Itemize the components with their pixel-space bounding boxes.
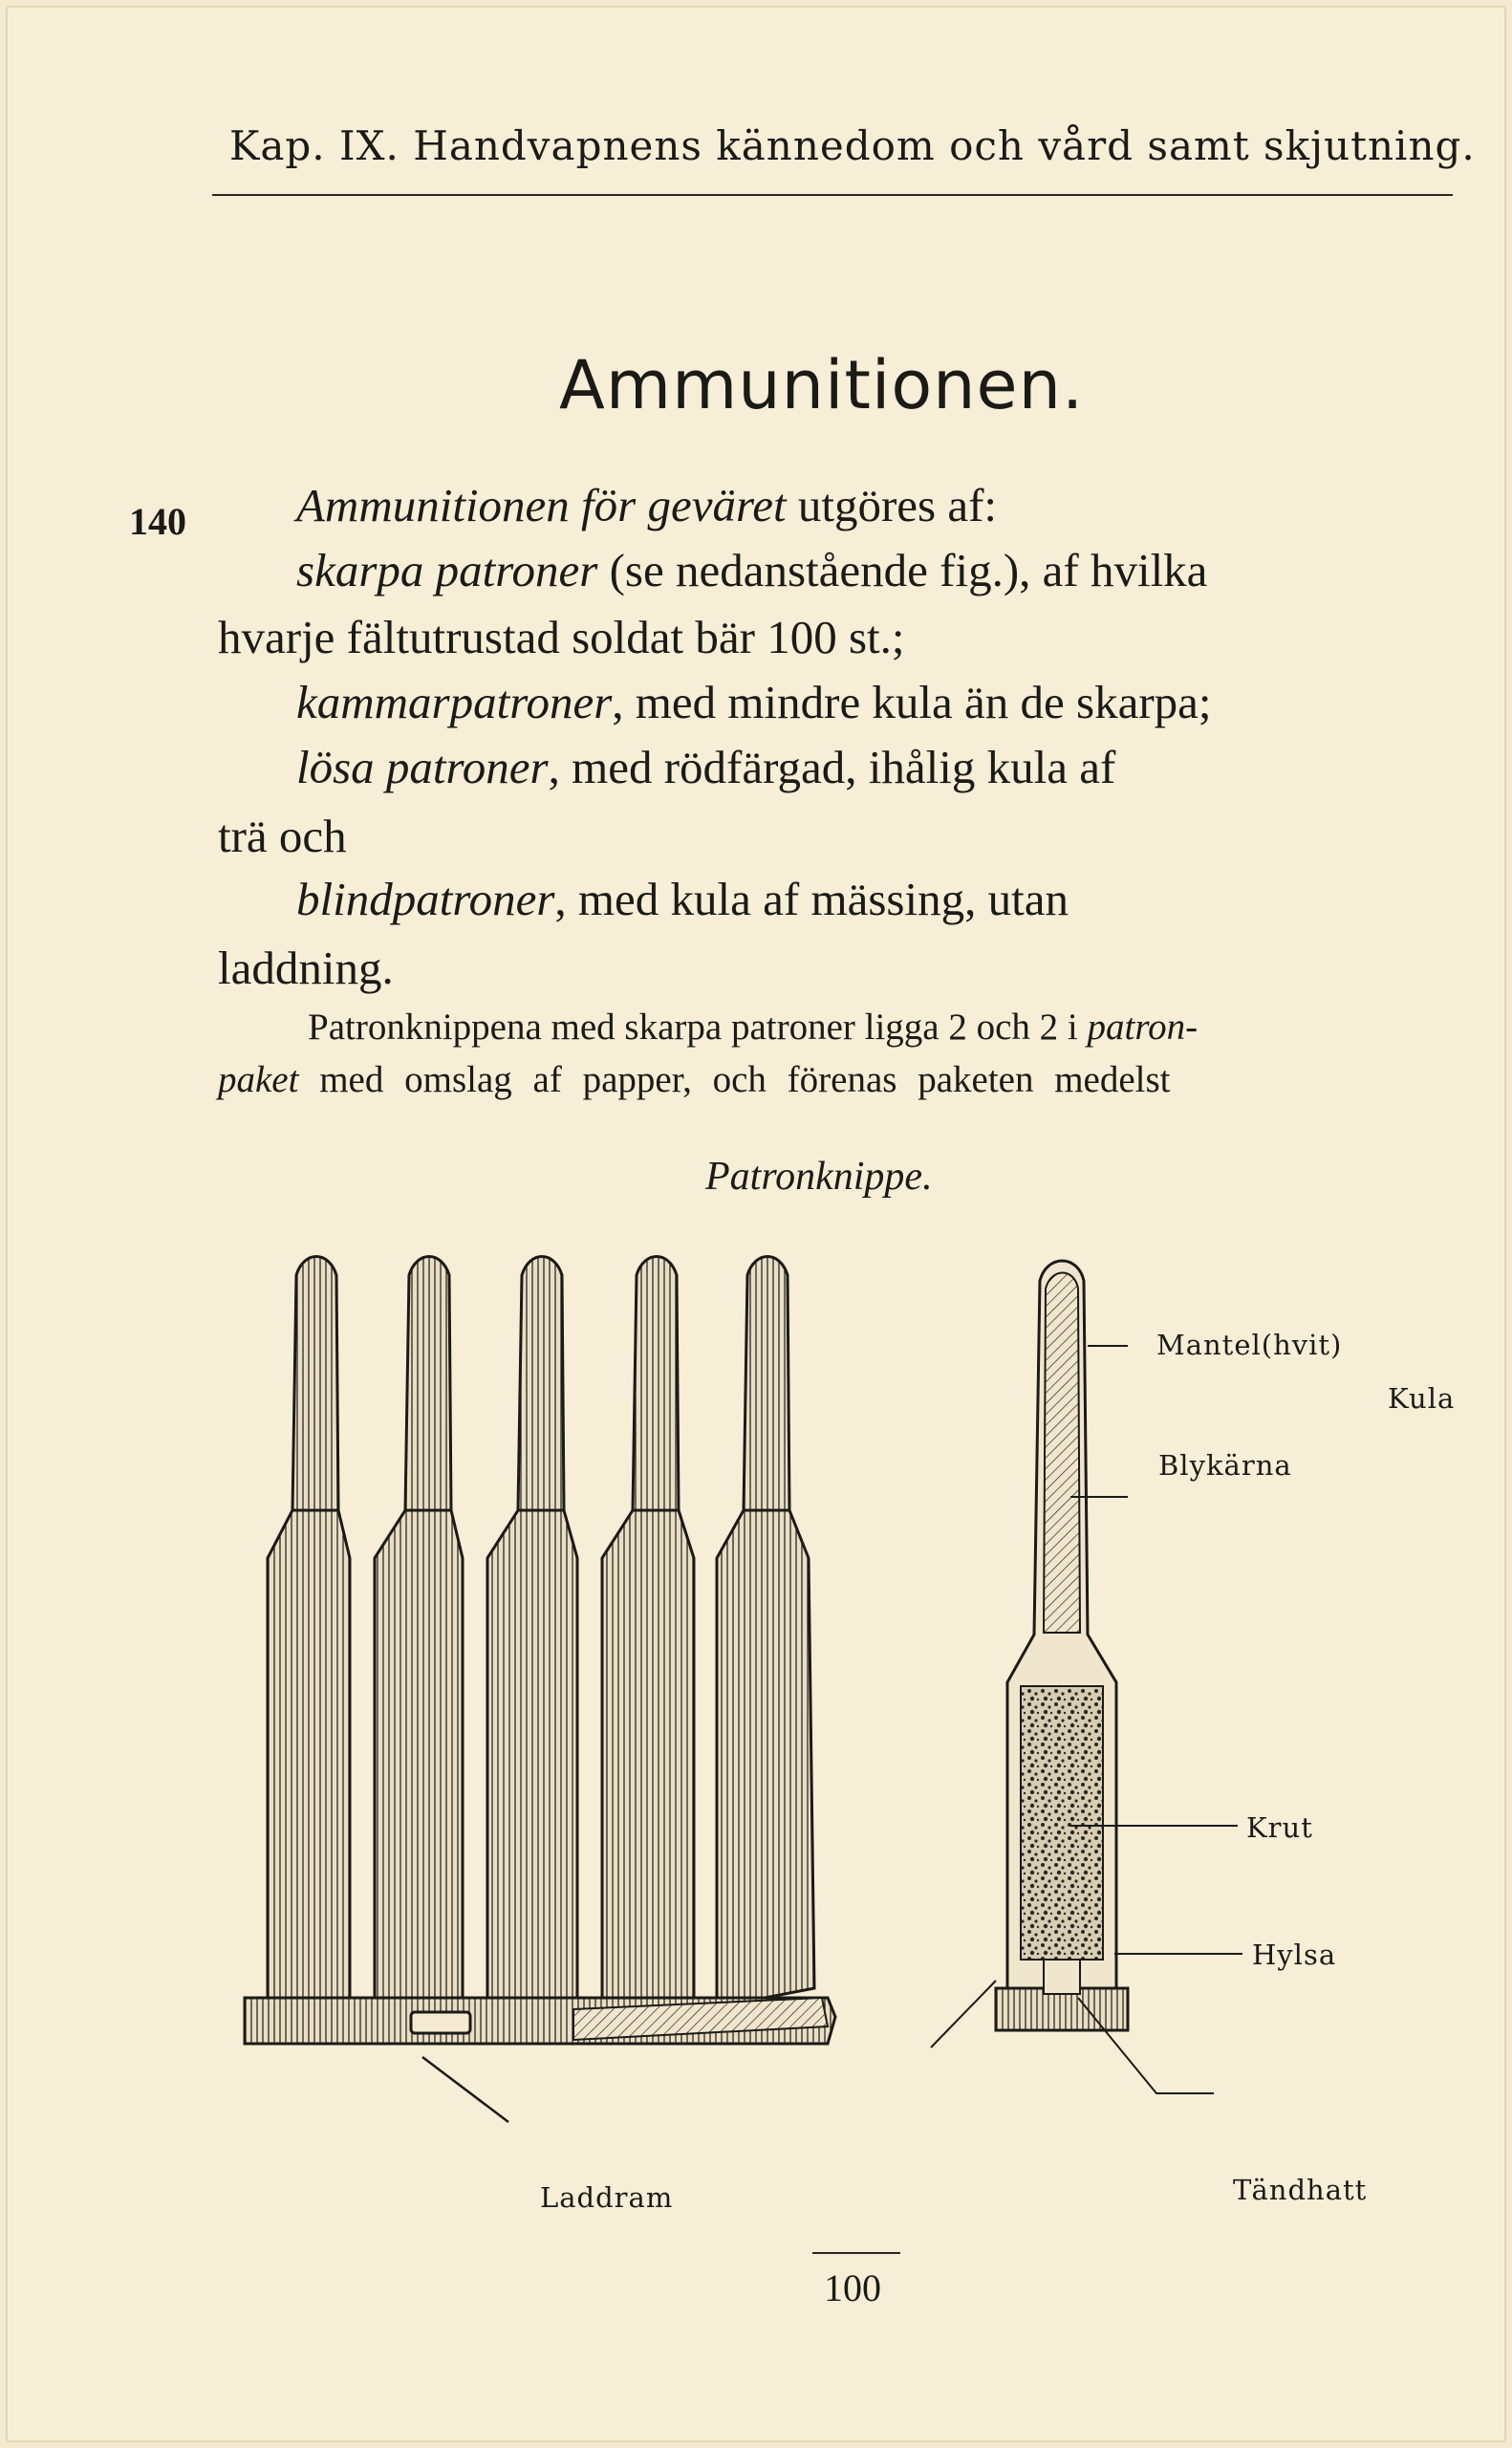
body-text: , med kula af mässing, utan: [554, 873, 1069, 925]
body-line-3: hvarje fältutrustad soldat bär 100 st.;: [218, 611, 905, 663]
term-ammunition: Ammunitionen för geväret: [296, 479, 787, 531]
cartridge-section: [996, 1261, 1128, 2030]
body-text: (se nedanstående fig.), af hvilka: [609, 544, 1208, 596]
body-line-7: [296, 872, 1069, 926]
small-line-2: [218, 1058, 1171, 1101]
term-blindpatroner: blindpatroner: [296, 873, 555, 925]
running-head: Kap. IX. Handvapnens kännedom och vård samt skjutning.: [229, 122, 1476, 169]
term-paket: paket: [218, 1059, 299, 1100]
body-text: , med rödfärgad, ihålig kula af: [548, 741, 1116, 793]
laddram-pointer: [422, 2057, 508, 2122]
label-blykarna: Blykärna: [1158, 1449, 1292, 1482]
body-text: utgöres af:: [797, 479, 998, 531]
label-kula: Kula: [1388, 1382, 1456, 1415]
label-mantel: Mantel(hvit): [1156, 1329, 1343, 1361]
body-line-8: laddning.: [218, 942, 394, 994]
term-losa-patroner: lösa patroner: [296, 741, 549, 793]
cartridge-2: [375, 1257, 463, 2008]
header-rule: [212, 194, 1453, 196]
term-patronpaket: patron-: [1087, 1007, 1199, 1048]
cartridge-3: [487, 1257, 577, 2008]
cartridge-clip-illustration: [210, 1233, 1357, 2227]
body-line-4: [296, 675, 1212, 729]
footer-rule: [812, 2252, 900, 2254]
section-title: Ammunitionen.: [559, 346, 1085, 424]
body-line-2: [296, 543, 1207, 597]
label-laddram: Laddram: [540, 2181, 674, 2214]
body-text: med omslag af papper, och förenas paketen medelst: [319, 1059, 1171, 1100]
page-number: 100: [824, 2266, 881, 2309]
tandhatt-left-leader: [931, 1981, 996, 2047]
body-line-1: [296, 478, 997, 532]
term-kammarpatroner: kammarpatroner: [296, 676, 613, 728]
cartridge-5: [717, 1257, 814, 2010]
small-line-1: [308, 1006, 1198, 1049]
cartridge-1: [268, 1257, 350, 2008]
cartridge-4: [602, 1257, 694, 2008]
label-krut: Krut: [1246, 1811, 1313, 1844]
loading-clip: [245, 1998, 835, 2044]
term-skarpa-patroner: skarpa patroner: [296, 544, 598, 596]
body-line-6: trä och: [218, 810, 347, 862]
body-line-5: [296, 740, 1115, 794]
body-text: , med mindre kula än de skarpa;: [612, 676, 1212, 728]
paragraph-number: 140: [129, 500, 186, 543]
figure-caption: Patronknippe.: [705, 1155, 933, 1199]
label-tandhatt: Tändhatt: [1233, 2174, 1368, 2206]
body-text: Patronknippena med skarpa patroner ligga 2 och 2 i: [308, 1007, 1078, 1048]
label-hylsa: Hylsa: [1252, 1939, 1337, 1971]
